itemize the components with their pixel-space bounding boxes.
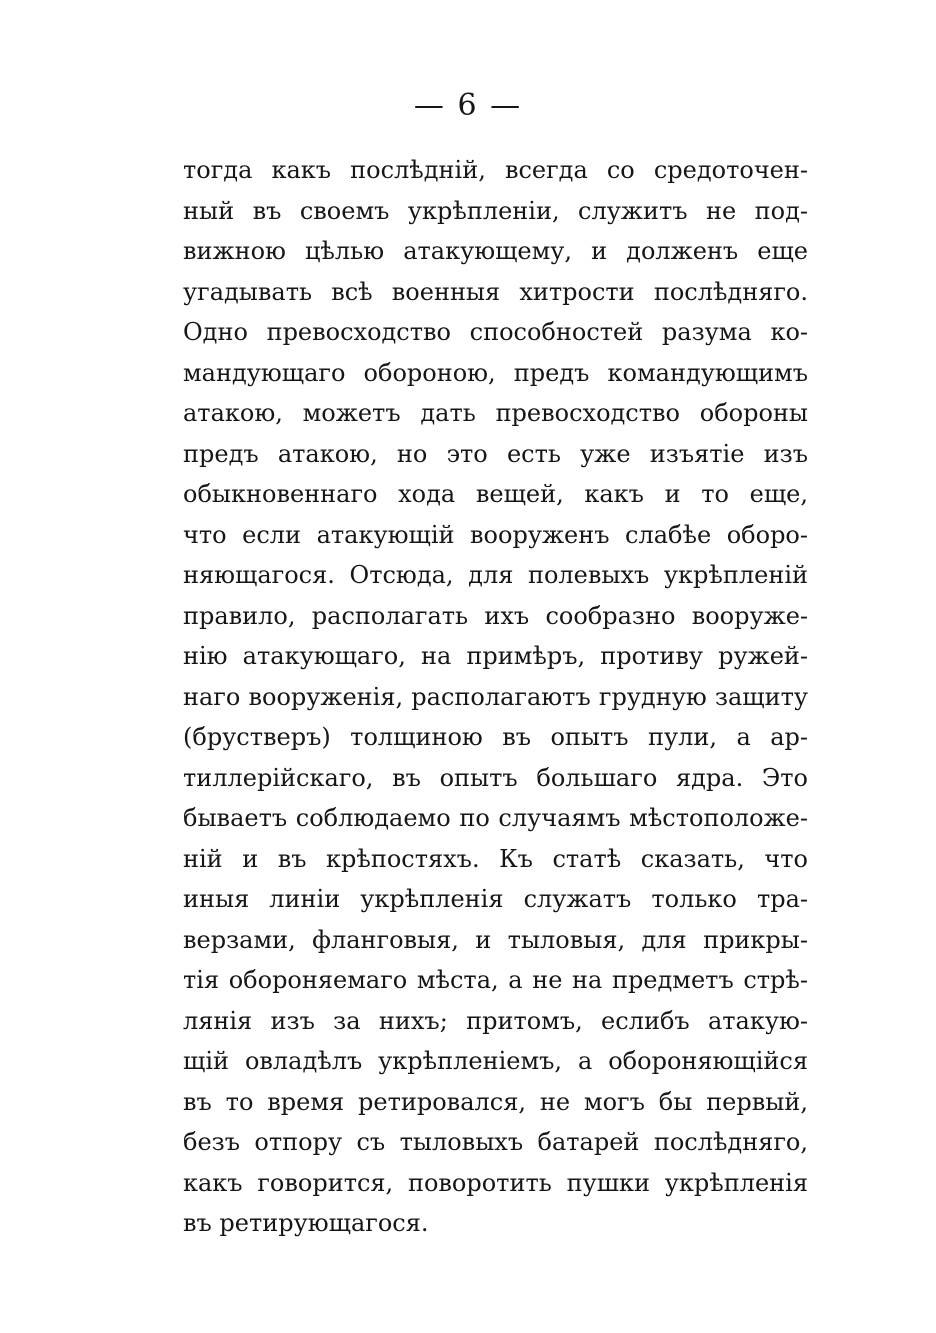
text-line: верзами, фланговыя, и тыловыя, для прикры- — [183, 925, 808, 954]
text-line: наго вооруженія, располагаютъ грудную защиту — [183, 682, 808, 711]
text-line: нію атакующаго, на примѣръ, противу ружей- — [183, 642, 808, 670]
text-line: иныя линіи укрѣпленія служатъ только тра- — [183, 885, 808, 913]
text-line: правило, располагать ихъ сообразно вооруже- — [183, 601, 808, 630]
text-line: атакою, можетъ дать превосходство обороны — [183, 399, 808, 427]
text-line: мандующаго обороною, предъ командующимъ — [183, 358, 808, 387]
text-line: какъ говорится, поворотить пушки укрѣпленія — [183, 1168, 808, 1197]
text-line: тиллерійскаго, въ опытъ большаго ядра. Это — [183, 763, 808, 792]
text-line: обыкновеннаго хода вещей, какъ и то еще, — [183, 480, 808, 508]
text-line: щій овладѣлъ укрѣпленіемъ, а обороняющійся — [183, 1047, 808, 1075]
text-line: угадывать всѣ военныя хитрости послѣдняго. — [183, 277, 808, 306]
text-line: предъ атакою, но это есть уже изъятіе изъ — [183, 439, 808, 468]
text-line: лянія изъ за нихъ; притомъ, еслибъ атакую- — [183, 1006, 808, 1035]
text-line: ній и въ крѣпостяхъ. Къ статѣ сказать, что — [183, 844, 808, 873]
text-line: что если атакующій вооруженъ слабѣе оборо- — [183, 520, 808, 549]
text-line: безъ отпору съ тыловыхъ батарей послѣдняго, — [183, 1128, 808, 1156]
text-line-last: въ ретирующагося. — [183, 1209, 429, 1237]
text-line: въ то время ретировался, не могъ бы первый, — [183, 1087, 808, 1116]
text-line: бываетъ соблюдаемо по случаямъ мѣстоположе- — [183, 804, 808, 832]
body-text — [183, 150, 808, 1244]
text-line: (брустверъ) толщиною въ опытъ пули, а ар- — [183, 723, 808, 751]
text-line: вижною цѣлью атакующему, и долженъ еще — [183, 237, 808, 265]
text-line: Одно превосходство способностей разума ко- — [183, 318, 808, 346]
text-line: тогда какъ послѣдній, всегда со средоточен- — [183, 156, 808, 184]
text-line: ный въ своемъ укрѣпленіи, служитъ не под- — [183, 196, 808, 225]
page-number: — 6 — — [413, 88, 523, 123]
text-line: тія обороняемаго мѣста, а не на предметъ стрѣ- — [183, 966, 808, 994]
text-line: няющагося. Отсюда, для полевыхъ укрѣпленій — [183, 561, 808, 589]
